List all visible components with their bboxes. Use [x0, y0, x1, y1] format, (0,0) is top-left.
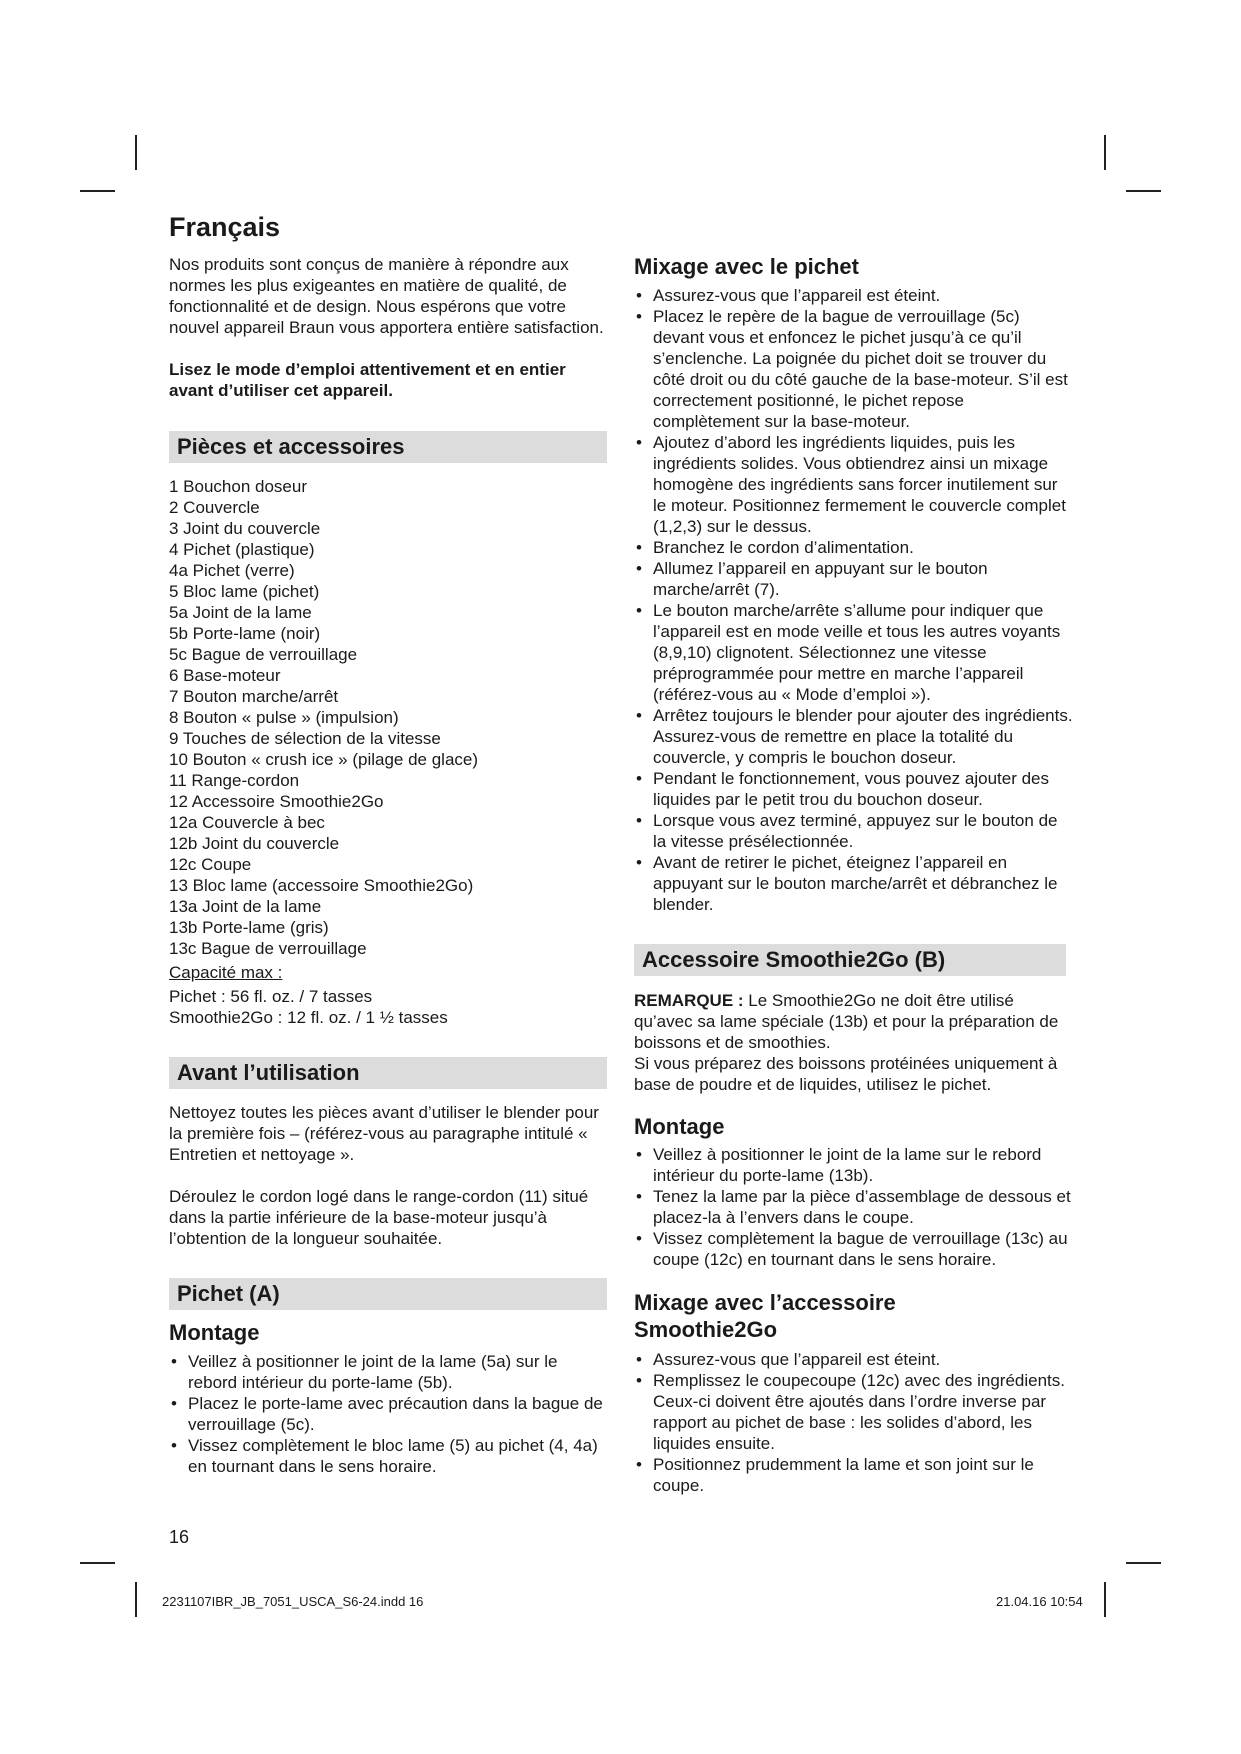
assembly-heading: Montage [169, 1320, 260, 1345]
list-item: • Placez le porte-lame avec précaution dans la bague de verrouillage (5c). [169, 1393, 607, 1435]
smoothie-assembly-list [634, 1144, 1074, 1270]
smoothie2go-heading: Accessoire Smoothie2Go (B) [634, 944, 1066, 976]
crop-mark [1104, 135, 1106, 170]
list-item: • Allumez l’appareil en appuyant sur le bouton marche/arrêt (7). [634, 558, 1074, 600]
note-text [634, 990, 1074, 1053]
list-item: 5c Bague de verrouillage [169, 645, 358, 664]
list-item: • Vissez complètement la bague de verrouillage (13c) au coupe (12c) en tournant dans le sens horaire. [634, 1228, 1074, 1270]
list-item: 12a Couvercle à bec [169, 813, 325, 832]
list-item: • Arrêtez toujours le blender pour ajouter des ingrédients. Assurez-vous de remettre en place la totalité du couvercle, y compris le bouchon doseur. [634, 705, 1074, 768]
list-item: 13a Joint de la lame [169, 897, 322, 916]
list-item: 8 Bouton « pulse » (impulsion) [169, 708, 399, 727]
list-item: 7 Bouton marche/arrêt [169, 687, 339, 706]
list-item: 12c Coupe [169, 855, 252, 874]
list-item: • Remplissez le coupecoupe (12c) avec des ingrédients. Ceux-ci doivent être ajoutés dans l’ordre inverse par rapport au pichet de base : les solides d’abord, les liquides ensuite. [634, 1370, 1074, 1454]
list-item: • Assurez-vous que l’appareil est éteint. [634, 285, 1074, 306]
list-item: 1 Bouchon doseur [169, 477, 307, 496]
page-title: Français [169, 212, 281, 242]
footer-filename: 2231107IBR_JB_7051_USCA_S6-24.indd 16 [162, 1594, 424, 1609]
list-item: • Avant de retirer le pichet, éteignez l’appareil en appuyant sur le bouton marche/arrêt et débranchez le blender. [634, 852, 1074, 915]
crop-mark [1126, 190, 1161, 192]
smoothie-mixing-heading: Mixage avec l’accessoire Smoothie2Go [634, 1290, 896, 1342]
capacity-smoothie2go: Smoothie2Go : 12 fl. oz. / 1 ½ tasses [169, 1008, 448, 1027]
capacity-pitcher: Pichet : 56 fl. oz. / 7 tasses [169, 987, 373, 1006]
list-item: • Veillez à positionner le joint de la lame sur le rebord intérieur du porte-lame (13b). [634, 1144, 1074, 1186]
list-item: 13c Bague de verrouillage [169, 939, 367, 958]
note-label: REMARQUE : [634, 991, 744, 1010]
left-column [169, 210, 607, 1477]
list-item: 9 Touches de sélection de la vitesse [169, 729, 441, 748]
list-item: 13b Porte-lame (gris) [169, 918, 329, 937]
capacity-label: Capacité max : [169, 963, 283, 982]
page-number: 16 [169, 1527, 190, 1547]
list-item: 5 Bloc lame (pichet) [169, 582, 320, 601]
footer-date: 21.04.16 10:54 [996, 1594, 1083, 1609]
list-item: 12 Accessoire Smoothie2Go [169, 792, 384, 811]
list-item: 13 Bloc lame (accessoire Smoothie2Go) [169, 876, 474, 895]
list-item: • Branchez le cordon d’alimentation. [634, 537, 1074, 558]
before-use-heading: Avant l’utilisation [169, 1057, 607, 1089]
note-body: Le Smoothie2Go ne doit être utilisé qu’avec sa lame spéciale (13b) et pour la préparation de boissons et de smoothies. [634, 991, 1059, 1052]
pitcher-heading: Pichet (A) [169, 1278, 607, 1310]
mixing-list [634, 285, 1074, 915]
list-item: 11 Range-cordon [169, 771, 300, 790]
right-column [634, 210, 1074, 1496]
list-item: • Vissez complètement le bloc lame (5) au pichet (4, 4a) en tournant dans le sens horaire. [169, 1435, 607, 1477]
note-text-2: Si vous préparez des boissons protéinées uniquement à base de poudre et de liquides, utilisez le pichet. [634, 1054, 1058, 1094]
list-item: 12b Joint du couvercle [169, 834, 340, 853]
smoothie-mixing-list [634, 1349, 1074, 1496]
warning-text: Lisez le mode d’emploi attentivement et en entier avant d’utiliser cet appareil. [169, 360, 566, 400]
list-item: 10 Bouton « crush ice » (pilage de glace) [169, 750, 479, 769]
list-item: • Le bouton marche/arrête s’allume pour indiquer que l’appareil est en mode veille et tous les autres voyants (8,9,10) clignotent. Sélectionnez une vitesse préprogrammée pour mettre en marche l’appareil (référez-vous au « Mode d’emploi »). [634, 600, 1074, 705]
list-item: • Tenez la lame par la pièce d’assemblage de dessous et placez-la à l’envers dans le coupe. [634, 1186, 1074, 1228]
crop-mark [135, 135, 137, 170]
crop-mark [1126, 1562, 1161, 1564]
list-item: • Placez le repère de la bague de verrouillage (5c) devant vous et enfoncez le pichet jusqu’à ce qu’il s’enclenche. La poignée du pichet doit se trouver du côté droit ou du côté gauche de la base-moteur. S’il est correctement positionné, le pichet repose complètement sur la base-moteur. [634, 306, 1074, 432]
parts-heading: Pièces et accessoires [169, 431, 607, 463]
list-item: 5b Porte-lame (noir) [169, 624, 321, 643]
list-item: • Veillez à positionner le joint de la lame (5a) sur le rebord intérieur du porte-lame (5b). [169, 1351, 607, 1393]
list-item: 5a Joint de la lame [169, 603, 312, 622]
intro-text: Nos produits sont conçus de manière à répondre aux normes les plus exigeantes en matière de qualité, de fonctionnalité et de design. Nous espérons que votre nouvel appareil Braun vous apportera entière satisfaction. [169, 255, 604, 337]
list-item: 6 Base-moteur [169, 666, 281, 685]
smoothie-assembly-heading: Montage [634, 1114, 725, 1139]
list-item: • Ajoutez d’abord les ingrédients liquides, puis les ingrédients solides. Vous obtiendrez ainsi un mixage homogène des ingrédients sans forcer inutilement sur le moteur. Positionnez fermement le couvercle complet (1,2,3) sur le dessus. [634, 432, 1074, 537]
list-item: • Pendant le fonctionnement, vous pouvez ajouter des liquides par le petit trou du bouchon doseur. [634, 768, 1074, 810]
crop-mark [80, 1562, 115, 1564]
parts-list [169, 476, 607, 959]
crop-mark [1104, 1582, 1106, 1617]
list-item: • Lorsque vous avez terminé, appuyez sur le bouton de la vitesse présélectionnée. [634, 810, 1074, 852]
list-item: • Assurez-vous que l’appareil est éteint. [634, 1349, 1074, 1370]
crop-mark [80, 190, 115, 192]
assembly-list [169, 1351, 607, 1477]
list-item: 3 Joint du couvercle [169, 519, 321, 538]
list-item: 2 Couvercle [169, 498, 260, 517]
list-item: 4 Pichet (plastique) [169, 540, 315, 559]
before-use-text-1: Nettoyez toutes les pièces avant d’utiliser le blender pour la première fois – (référez-vous au paragraphe intitulé « Entretien et nettoyage ». [169, 1103, 599, 1164]
list-item: 4a Pichet (verre) [169, 561, 295, 580]
mixing-heading: Mixage avec le pichet [634, 254, 859, 279]
crop-mark [135, 1582, 137, 1617]
list-item: • Positionnez prudemment la lame et son joint sur le coupe. [634, 1454, 1074, 1496]
before-use-text-2: Déroulez le cordon logé dans le range-cordon (11) situé dans la partie inférieure de la base-moteur jusqu’à l’obtention de la longueur souhaitée. [169, 1187, 589, 1248]
